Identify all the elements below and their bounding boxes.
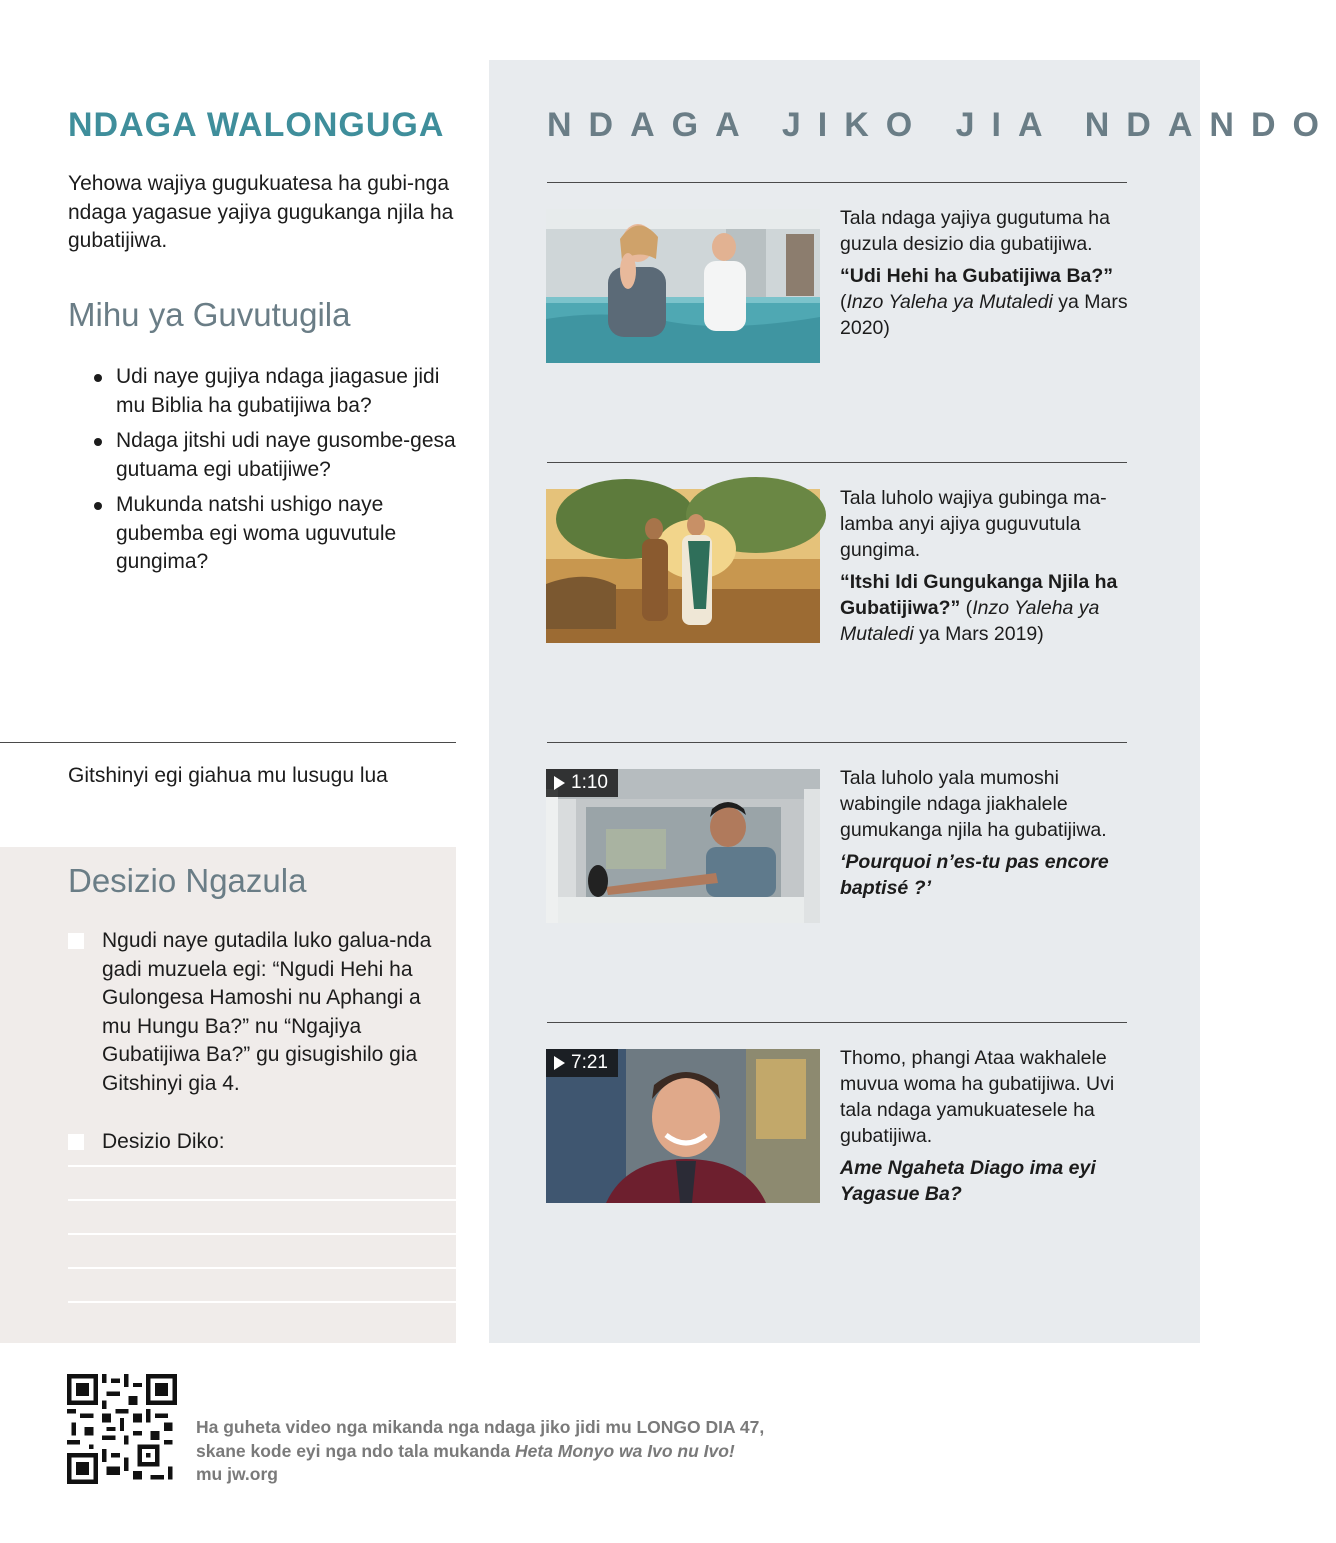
divider	[547, 1022, 1127, 1023]
resource-card	[840, 485, 1130, 647]
write-line[interactable]	[68, 1165, 456, 1167]
checklist-text: Ngudi naye gutadila luko galua-nda gadi muzuela egi: “Ngudi Hehi ha Gulongesa Hamoshi nu Aphangi a mu Hungu Ba?” nu “Ngajiya Gubatijiwa Ba?” gu gisugishilo gia Gitshinyi gia 4.	[102, 929, 432, 1095]
resource-description: Tala luholo yala mumoshi wabingile ndaga jiakhalele gumukanga njila ha gubatijiwa.	[840, 767, 1107, 841]
bullet-icon	[94, 438, 102, 446]
resource-description: Tala ndaga yajiya gugutuma ha guzula desizio dia gubatijiwa.	[840, 207, 1110, 255]
woman-baptism-image[interactable]	[546, 209, 820, 363]
footer-text: skane kode eyi nga ndo tala mukanda	[196, 1440, 515, 1461]
resources-title: NDAGA JIKO JIA NDANDO	[547, 106, 1336, 144]
video-thumbnail[interactable]	[546, 1049, 820, 1203]
question-text: Ndaga jitshi udi naye gusombe-gesa gutuama egi ubatijiwe?	[116, 429, 456, 481]
decision-heading: Desizio Ngazula	[68, 862, 307, 899]
divider	[547, 462, 1127, 463]
qr-code-icon[interactable]	[67, 1374, 177, 1484]
list-item	[92, 427, 457, 484]
publication-name: Inzo Yaleha ya Mutaledi	[840, 597, 1100, 645]
ref-paren: (	[840, 291, 847, 313]
checklist-item	[68, 927, 438, 1098]
ref-paren: (	[960, 597, 973, 619]
checklist-text: Desizio Diko:	[102, 1130, 225, 1153]
video-thumbnail[interactable]	[546, 769, 820, 923]
question-list	[92, 363, 457, 584]
publication-date: ya Mars 2019)	[913, 623, 1044, 645]
footer-note	[196, 1416, 816, 1487]
checklist-item	[68, 1128, 438, 1157]
play-icon[interactable]	[554, 1056, 565, 1070]
decision-checklist	[68, 927, 438, 1157]
article-reference[interactable]	[840, 263, 1130, 341]
video-duration	[546, 769, 618, 797]
divider	[547, 742, 1127, 743]
resource-card	[840, 205, 1130, 341]
footer-line	[196, 1440, 816, 1464]
list-item	[92, 363, 457, 420]
jesus-disciple-painting-image[interactable]	[546, 489, 820, 643]
divider	[0, 742, 456, 743]
question-text: Udi naye gujiya ndaga jiagasue jidi mu Biblia ha gubatijiwa ba?	[116, 365, 440, 417]
video-title[interactable]: ‘Pourquoi n’es-tu pas encore baptisé ?’	[840, 851, 1109, 899]
article-title[interactable]: “Itshi Idi Gungukanga Njila ha Gubatijiwa?”	[840, 571, 1118, 619]
reflect-heading: Mihu ya Guvutugila	[68, 296, 351, 333]
resource-card	[840, 1045, 1130, 1207]
duration-text: 1:10	[571, 772, 608, 793]
duration-text: 7:21	[571, 1052, 608, 1073]
write-line[interactable]	[68, 1267, 456, 1269]
checkbox[interactable]	[68, 933, 84, 949]
resource-description: Thomo, phangi Ataa wakhalele muvua woma ha gubatijiwa. Uvi tala ndaga yamukuatesele ha gubatijiwa.	[840, 1047, 1115, 1147]
resource-description: Tala luholo wajiya gubinga ma-lamba anyi ajiya guguvutula gungima.	[840, 487, 1107, 561]
completion-note: Gitshinyi egi giahua mu lusugu lua	[68, 764, 388, 787]
publication-name: Inzo Yaleha ya Mutaledi	[846, 291, 1053, 313]
bullet-icon	[94, 374, 102, 382]
video-title[interactable]: Ame Ngaheta Diago ima eyi Yagasue Ba?	[840, 1157, 1096, 1205]
intro-text: Yehowa wajiya gugukuatesa ha gubi-nga ndaga yagasue yajiya gugukanga njila ha gubatijiwa.	[68, 172, 454, 252]
checkbox[interactable]	[68, 1134, 84, 1150]
bullet-icon	[94, 502, 102, 510]
write-line[interactable]	[68, 1199, 456, 1201]
article-reference[interactable]	[840, 569, 1130, 647]
footer-line: Ha guheta video nga mikanda nga ndaga jiko jidi mu LONGO DIA 47,	[196, 1417, 765, 1437]
video-duration	[546, 1049, 618, 1077]
publication-name[interactable]: Heta Monyo wa Ivo nu Ivo!	[515, 1440, 735, 1461]
article-title[interactable]: “Udi Hehi ha Gubatijiwa Ba?”	[840, 265, 1114, 287]
publication-date: ya Mars 2020)	[840, 291, 1128, 339]
question-text: Mukunda natshi ushigo naye gubemba egi woma uguvutule gungima?	[116, 493, 397, 573]
list-item	[92, 491, 457, 577]
section-title: NDAGA WALONGUGA	[68, 106, 445, 144]
write-line[interactable]	[68, 1233, 456, 1235]
write-line[interactable]	[68, 1301, 456, 1303]
play-icon[interactable]	[554, 776, 565, 790]
divider	[547, 182, 1127, 183]
website-link[interactable]: mu jw.org	[196, 1464, 278, 1484]
resource-card	[840, 765, 1130, 901]
